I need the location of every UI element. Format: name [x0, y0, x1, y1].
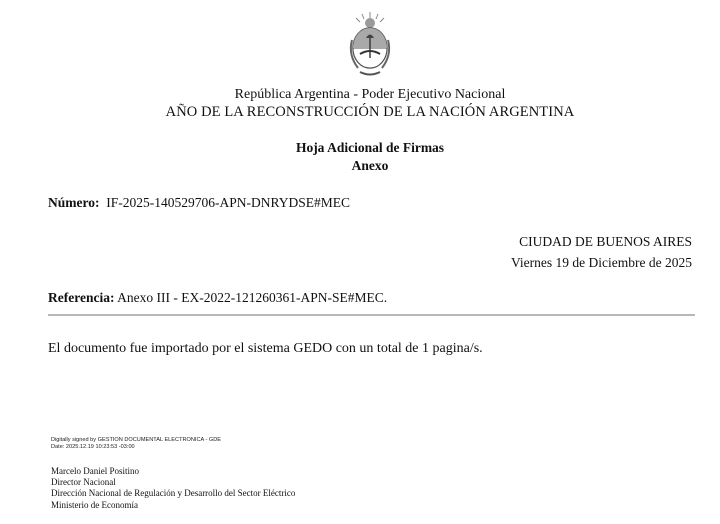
body-paragraph: El documento fue importado por el sistema GEDO con un total de 1 pagina/s. [48, 341, 483, 356]
document-number-label: Número: [48, 195, 100, 210]
signature-date: Date: 2025.12.19 10:23:53 -03:00 [51, 443, 135, 450]
reference-label: Referencia: [48, 290, 115, 305]
signer-name: Marcelo Daniel Positino [51, 466, 139, 476]
sheet-title: Hoja Adicional de Firmas [295, 140, 445, 155]
signer-office: Dirección Nacional de Regulación y Desarrollo del Sector Eléctrico [51, 488, 296, 499]
section-divider [48, 314, 695, 316]
signer-ministry: Ministerio de Economía [51, 499, 138, 510]
header-government-line: República Argentina - Poder Ejecutivo Nacional [234, 87, 506, 102]
document-number-row [48, 195, 350, 211]
coat-of-arms-icon [346, 10, 394, 80]
reference-value: Anexo III - EX-2022-121260361-APN-SE#MEC. [117, 290, 388, 305]
document-number-value: IF-2025-140529706-APN-DNRYDSE#MEC [106, 195, 351, 210]
signer-block [51, 466, 295, 511]
city-line: CIUDAD DE BUENOS AIRES [519, 234, 692, 249]
signature-signed-by: Digitally signed by GESTION DOCUMENTAL ELECTRONICA - GDE [51, 437, 222, 443]
sheet-subtitle: Anexo [351, 158, 389, 173]
date-line: Viernes 19 de Diciembre de 2025 [510, 255, 692, 270]
reference-row [48, 290, 387, 306]
header-year-motto: AÑO DE LA RECONSTRUCCIÓN DE LA NACIÓN ARGENTINA [165, 104, 575, 120]
digital-signature-stamp [51, 437, 221, 450]
signer-role: Director Nacional [51, 477, 116, 488]
